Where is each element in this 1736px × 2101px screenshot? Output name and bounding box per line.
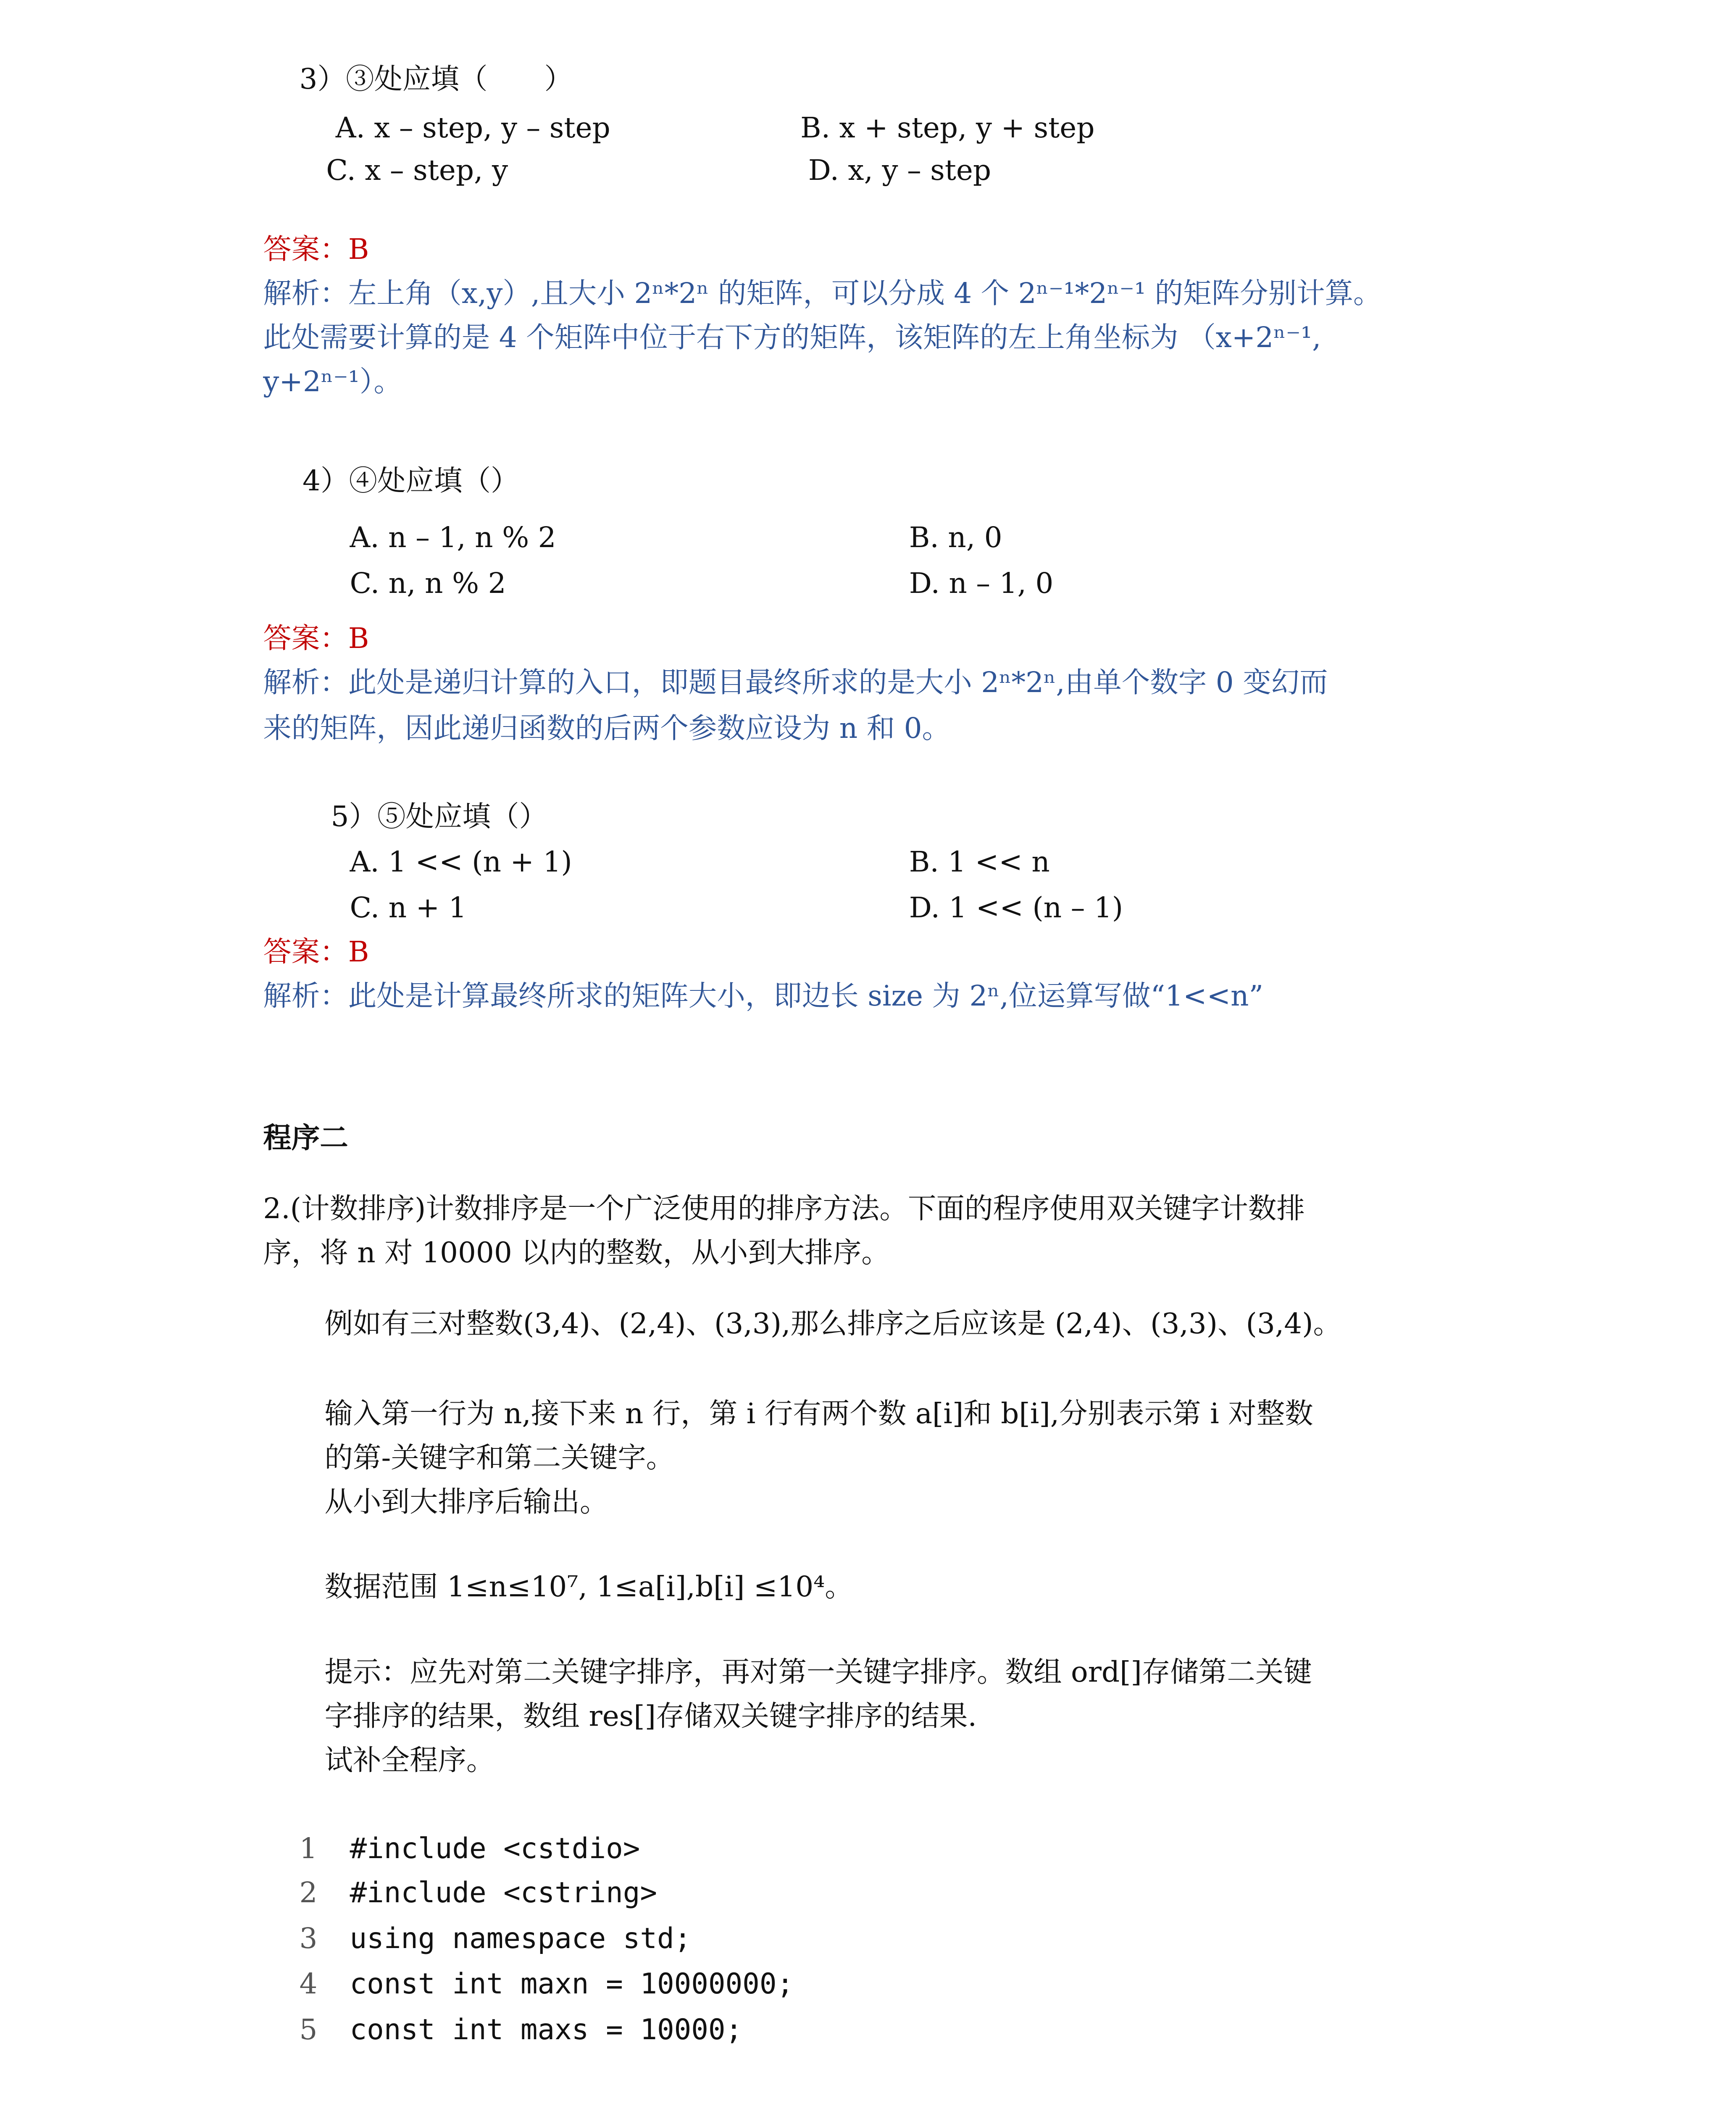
q4-analysis-line: 来的矩阵，因此递归函数的后两个参数应设为 n 和 0。 [263,711,951,745]
code-line: const int maxn = 10000000; [350,1967,794,2001]
q5-title: 5）⑤处应填（） [331,799,547,833]
section-heading: 程序二 [263,1121,348,1154]
q5-option-a: A. 1 << (n + 1) [350,845,572,879]
q4-option-c: C. n, n % 2 [350,566,506,600]
input-line: 的第-关键字和第二关键字。 [324,1440,675,1474]
q3-answer: 答案：B [263,232,369,266]
code-line: const int maxs = 10000; [350,2013,743,2046]
q5-answer: 答案：B [263,935,369,968]
code-line-number: 1 [299,1831,318,1865]
hint-line: 字排序的结果，数组 res[]存储双关键字排序的结果. [324,1699,977,1732]
intro-line: 2.(计数排序)计数排序是一个广泛使用的排序方法。下面的程序使用双关键字计数排 [263,1192,1305,1225]
q4-analysis-line: 解析：此处是递归计算的入口，即题目最终所求的是大小 2ⁿ*2ⁿ,由单个数字 0 变幻而 [263,665,1328,699]
q4-answer: 答案：B [263,621,369,655]
code-line: using namespace std; [350,1921,692,1955]
q3-option-a: A. x – step, y – step [335,111,610,144]
q4-title: 4）④处应填（） [302,463,519,497]
q3-analysis-line: 解析：左上角（x,y）,且大小 2ⁿ*2ⁿ 的矩阵，可以分成 4 个 2ⁿ⁻¹*2ⁿ⁻¹ 的矩阵分别计算。 [263,276,1382,310]
code-line-number: 3 [299,1921,318,1955]
q3-option-b: B. x + step, y + step [800,111,1095,144]
q4-option-d: D. n – 1, 0 [909,566,1054,600]
q3-option-d: D. x, y – step [808,153,992,187]
q5-option-c: C. n + 1 [350,891,467,924]
input-line: 输入第一行为 n,接下来 n 行，第 i 行有两个数 a[i]和 b[i],分别表示第 i 对整数 [324,1396,1313,1430]
hint-line: 试补全程序。 [324,1743,495,1777]
q3-analysis-line: y+2ⁿ⁻¹）。 [263,364,402,398]
hint-line: 提示：应先对第二关键字排序，再对第一关键字排序。数组 ord[]存储第二关键 [324,1655,1312,1688]
intro-line: 序，将 n 对 10000 以内的整数，从小到大排序。 [263,1236,890,1269]
input-line: 从小到大排序后输出。 [324,1485,608,1518]
code-line-number: 5 [299,2013,318,2046]
code-line-number: 4 [299,1967,318,2001]
q5-option-b: B. 1 << n [909,845,1050,879]
q3-title: 3）③处应填（ ） [299,62,573,95]
q3-option-c: C. x – step, y [326,153,508,187]
code-line-number: 2 [299,1875,318,1909]
q4-option-b: B. n, 0 [909,520,1002,554]
example-text: 例如有三对整数(3,4)、(2,4)、(3,3),那么排序之后应该是 (2,4)、(3,3)、(3,4)。 [324,1307,1342,1340]
code-line: #include <cstdio> [350,1831,640,1865]
q3-analysis-line: 此处需要计算的是 4 个矩阵中位于右下方的矩阵，该矩阵的左上角坐标为 （x+2ⁿ⁻¹, [263,320,1321,354]
q5-option-d: D. 1 << (n – 1) [909,891,1123,924]
code-line: #include <cstring> [350,1875,657,1909]
data-range: 数据范围 1≤n≤10⁷, 1≤a[i],b[i] ≤10⁴。 [324,1570,853,1603]
q5-analysis-line: 解析：此处是计算最终所求的矩阵大小，即边长 size 为 2ⁿ,位运算写做“1<<n” [263,979,1264,1012]
q4-option-a: A. n – 1, n % 2 [350,520,556,554]
